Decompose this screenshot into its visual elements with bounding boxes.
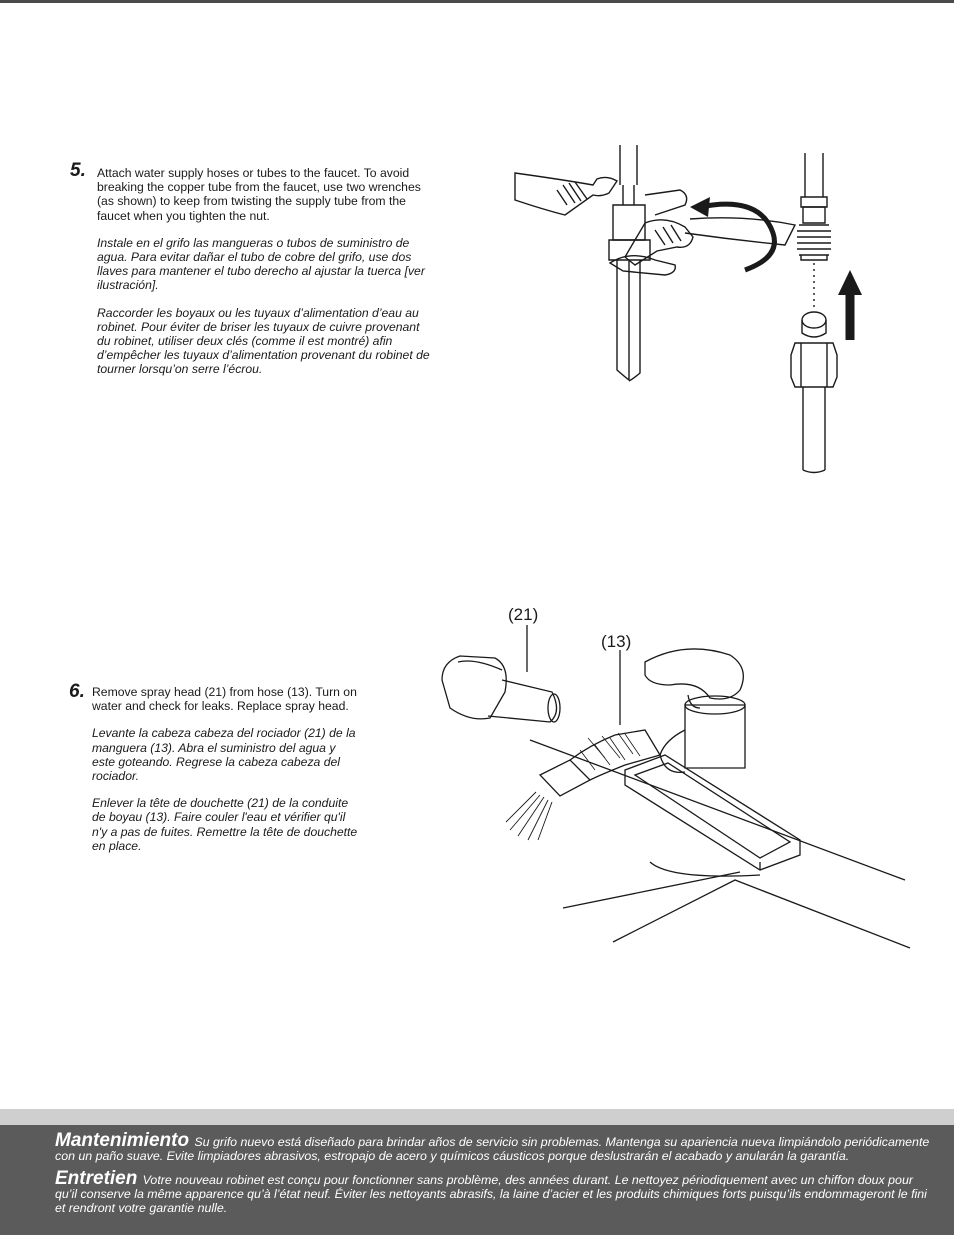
faucet-spray-head-illustration [430, 600, 920, 950]
step-5-spanish: Instale en el grifo las mangueras o tubos de suministro de agua. Para evitar dañar el tubo de cobre del grifo, use dos llaves para mantener el tubo derecho al ajustar la tuerca [ver ilustración]. [97, 235, 425, 293]
step-6-number: 6. [69, 681, 85, 702]
maintenance-footer [0, 1125, 954, 1235]
step-6-text [92, 685, 360, 866]
step-5-english: Attach water supply hoses or tubes to the faucet. To avoid breaking the copper tube from the faucet, use two wrenches (as shown) to keep from twisting the supply tube from the faucet when you tighten the nut. [97, 166, 421, 223]
wrench-supply-tube-illustration [505, 145, 885, 480]
maintenance-heading-fr: Entretien [55, 1168, 143, 1189]
top-rule [0, 0, 954, 3]
step-5-text [97, 166, 435, 390]
step-5-number: 5. [70, 160, 86, 181]
step-6-english: Remove spray head (21) from hose (13). Turn on water and check for leaks. Replace spray head. [92, 685, 357, 714]
maintenance-heading-es: Mantenimiento [55, 1130, 195, 1151]
maintenance-french [55, 1168, 935, 1215]
maintenance-text-fr: Votre nouveau robinet est conçu pour fonctionner sans problème, des années durant. Le nettoyez périodiquement avec un chiffon doux pour qu’il conserve la même apparence qu’à l’état neuf. Éviter les nettoyants abrasifs, la laine d’acier et les produits chimiques forts puisqu’ils endommageront le fini et rendront votre garantie nulle. [55, 1173, 927, 1215]
maintenance-text-es: Su grifo nuevo está diseñado para brindar años de servicio sin problemas. Mantenga su apariencia nueva limpiándolo periódicamente con un paño suave. Evite limpiadores abrasivos, estropajo de acero y químicos cáusticos porque deslustrarán el acabado y anularán la garantía. [55, 1135, 930, 1163]
callout-hose: (13) [601, 632, 632, 651]
step-6-french: Enlever la tête de douchette (21) de la conduite de boyau (13). Faire couler l'eau et vérifier qu'il n'y a pas de fuites. Remettre la tête de douchette en place. [92, 796, 358, 853]
maintenance-spanish [55, 1130, 935, 1163]
step-6-spanish: Levante la cabeza cabeza del rociador (21) de la manguera (13). Abra el suministro del agua y este goteando. Regrese la cabeza cabeza del rociador. [92, 726, 356, 784]
step-5-french: Raccorder les boyaux ou les tuyaux d’alimentation d’eau au robinet. Pour éviter de briser les tuyaux de cuivre provenant du robinet, utiliser deux clés (comme il est montré) afin d’empêcher les tuyaux d’alimentation provenant du robinet de tourner lorsqu’on serre l’écrou. [97, 305, 430, 377]
callout-spray-head: (21) [508, 605, 539, 624]
footer-band [0, 1109, 954, 1125]
